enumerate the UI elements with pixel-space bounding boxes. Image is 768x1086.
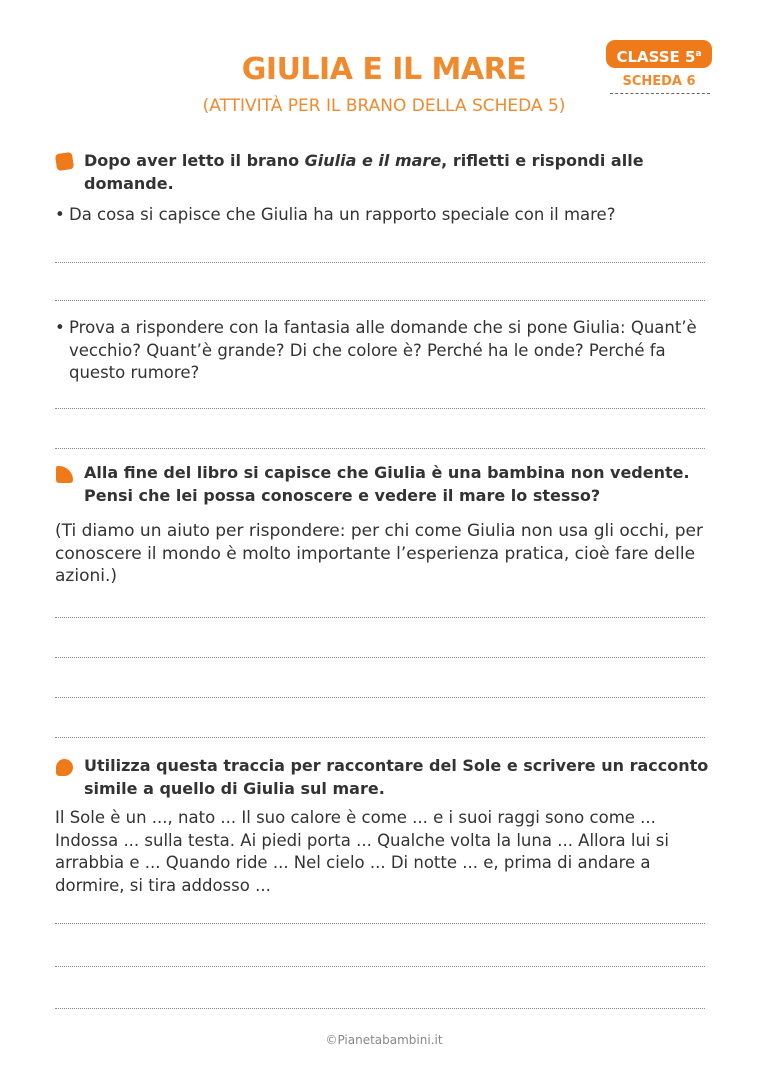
question-2: Prova a rispondere con la fantasia alle domande che si pone Giulia: Quant’è vecchio? Quant’è grande? Di che colore è? Perché ha le onde? Perché fa questo rumore? bbox=[69, 318, 697, 382]
answer-line[interactable] bbox=[55, 966, 705, 967]
page-subtitle: (ATTIVITÀ PER IL BRANO DELLA SCHEDA 5) bbox=[202, 96, 566, 116]
class-badge-sup: a bbox=[695, 49, 702, 59]
bullet-dot: • bbox=[55, 205, 65, 224]
section3-instruction: Utilizza questa traccia per raccontare del Sole e scrivere un racconto simile a quello di Giulia sul mare. bbox=[84, 756, 709, 798]
book-title: Giulia e il mare bbox=[304, 151, 442, 170]
answer-line[interactable] bbox=[55, 300, 705, 301]
section2-hint: (Ti diamo un aiuto per rispondere: per chi come Giulia non usa gli occhi, per conoscere il mondo è molto importante l’esperienza pratica, cioè fare delle azioni.) bbox=[55, 521, 703, 586]
answer-line[interactable] bbox=[55, 923, 705, 924]
class-badge bbox=[606, 40, 712, 68]
answer-line[interactable] bbox=[55, 737, 705, 738]
story-trace: Il Sole è un ..., nato ... Il suo calore è come ... e i suoi raggi sono come ... Indossa ... sulla testa. Ai piedi porta ... Qualche volta la luna ... Allora lui si arrabbia e ... Quando ride ... Nel cielo ... Di notte ... e, prima di andare a dormire, si tira addosso ... bbox=[55, 808, 669, 895]
instruction-text: Dopo aver letto il brano bbox=[84, 151, 305, 170]
section2-instruction: Alla fine del libro si capisce che Giulia è una bambina non vedente. Pensi che lei possa conoscere e vedere il mare lo stesso? bbox=[84, 463, 690, 505]
square-bullet-icon bbox=[55, 152, 74, 171]
answer-line[interactable] bbox=[55, 1008, 705, 1009]
footer-copyright: ©Pianetabambini.it bbox=[325, 1033, 443, 1047]
bullet-dot: • bbox=[55, 318, 65, 337]
blob-bullet-icon bbox=[56, 759, 73, 776]
page-title: GIULIA E IL MARE bbox=[241, 52, 527, 87]
answer-line[interactable] bbox=[55, 448, 705, 449]
class-badge-label: CLASSE 5 bbox=[616, 48, 696, 66]
answer-line[interactable] bbox=[55, 697, 705, 698]
answer-line[interactable] bbox=[55, 408, 705, 409]
section1-instruction bbox=[84, 150, 664, 195]
dashed-divider bbox=[610, 93, 710, 94]
answer-line[interactable] bbox=[55, 262, 705, 263]
answer-line[interactable] bbox=[55, 657, 705, 658]
answer-line[interactable] bbox=[55, 617, 705, 618]
instruction-text: , rifletti e rispondi alle domande. bbox=[84, 151, 644, 193]
sheet-number: SCHEDA 6 bbox=[622, 74, 696, 89]
triangle-bullet-icon bbox=[56, 466, 73, 483]
question-1: Da cosa si capisce che Giulia ha un rapporto speciale con il mare? bbox=[69, 205, 616, 224]
